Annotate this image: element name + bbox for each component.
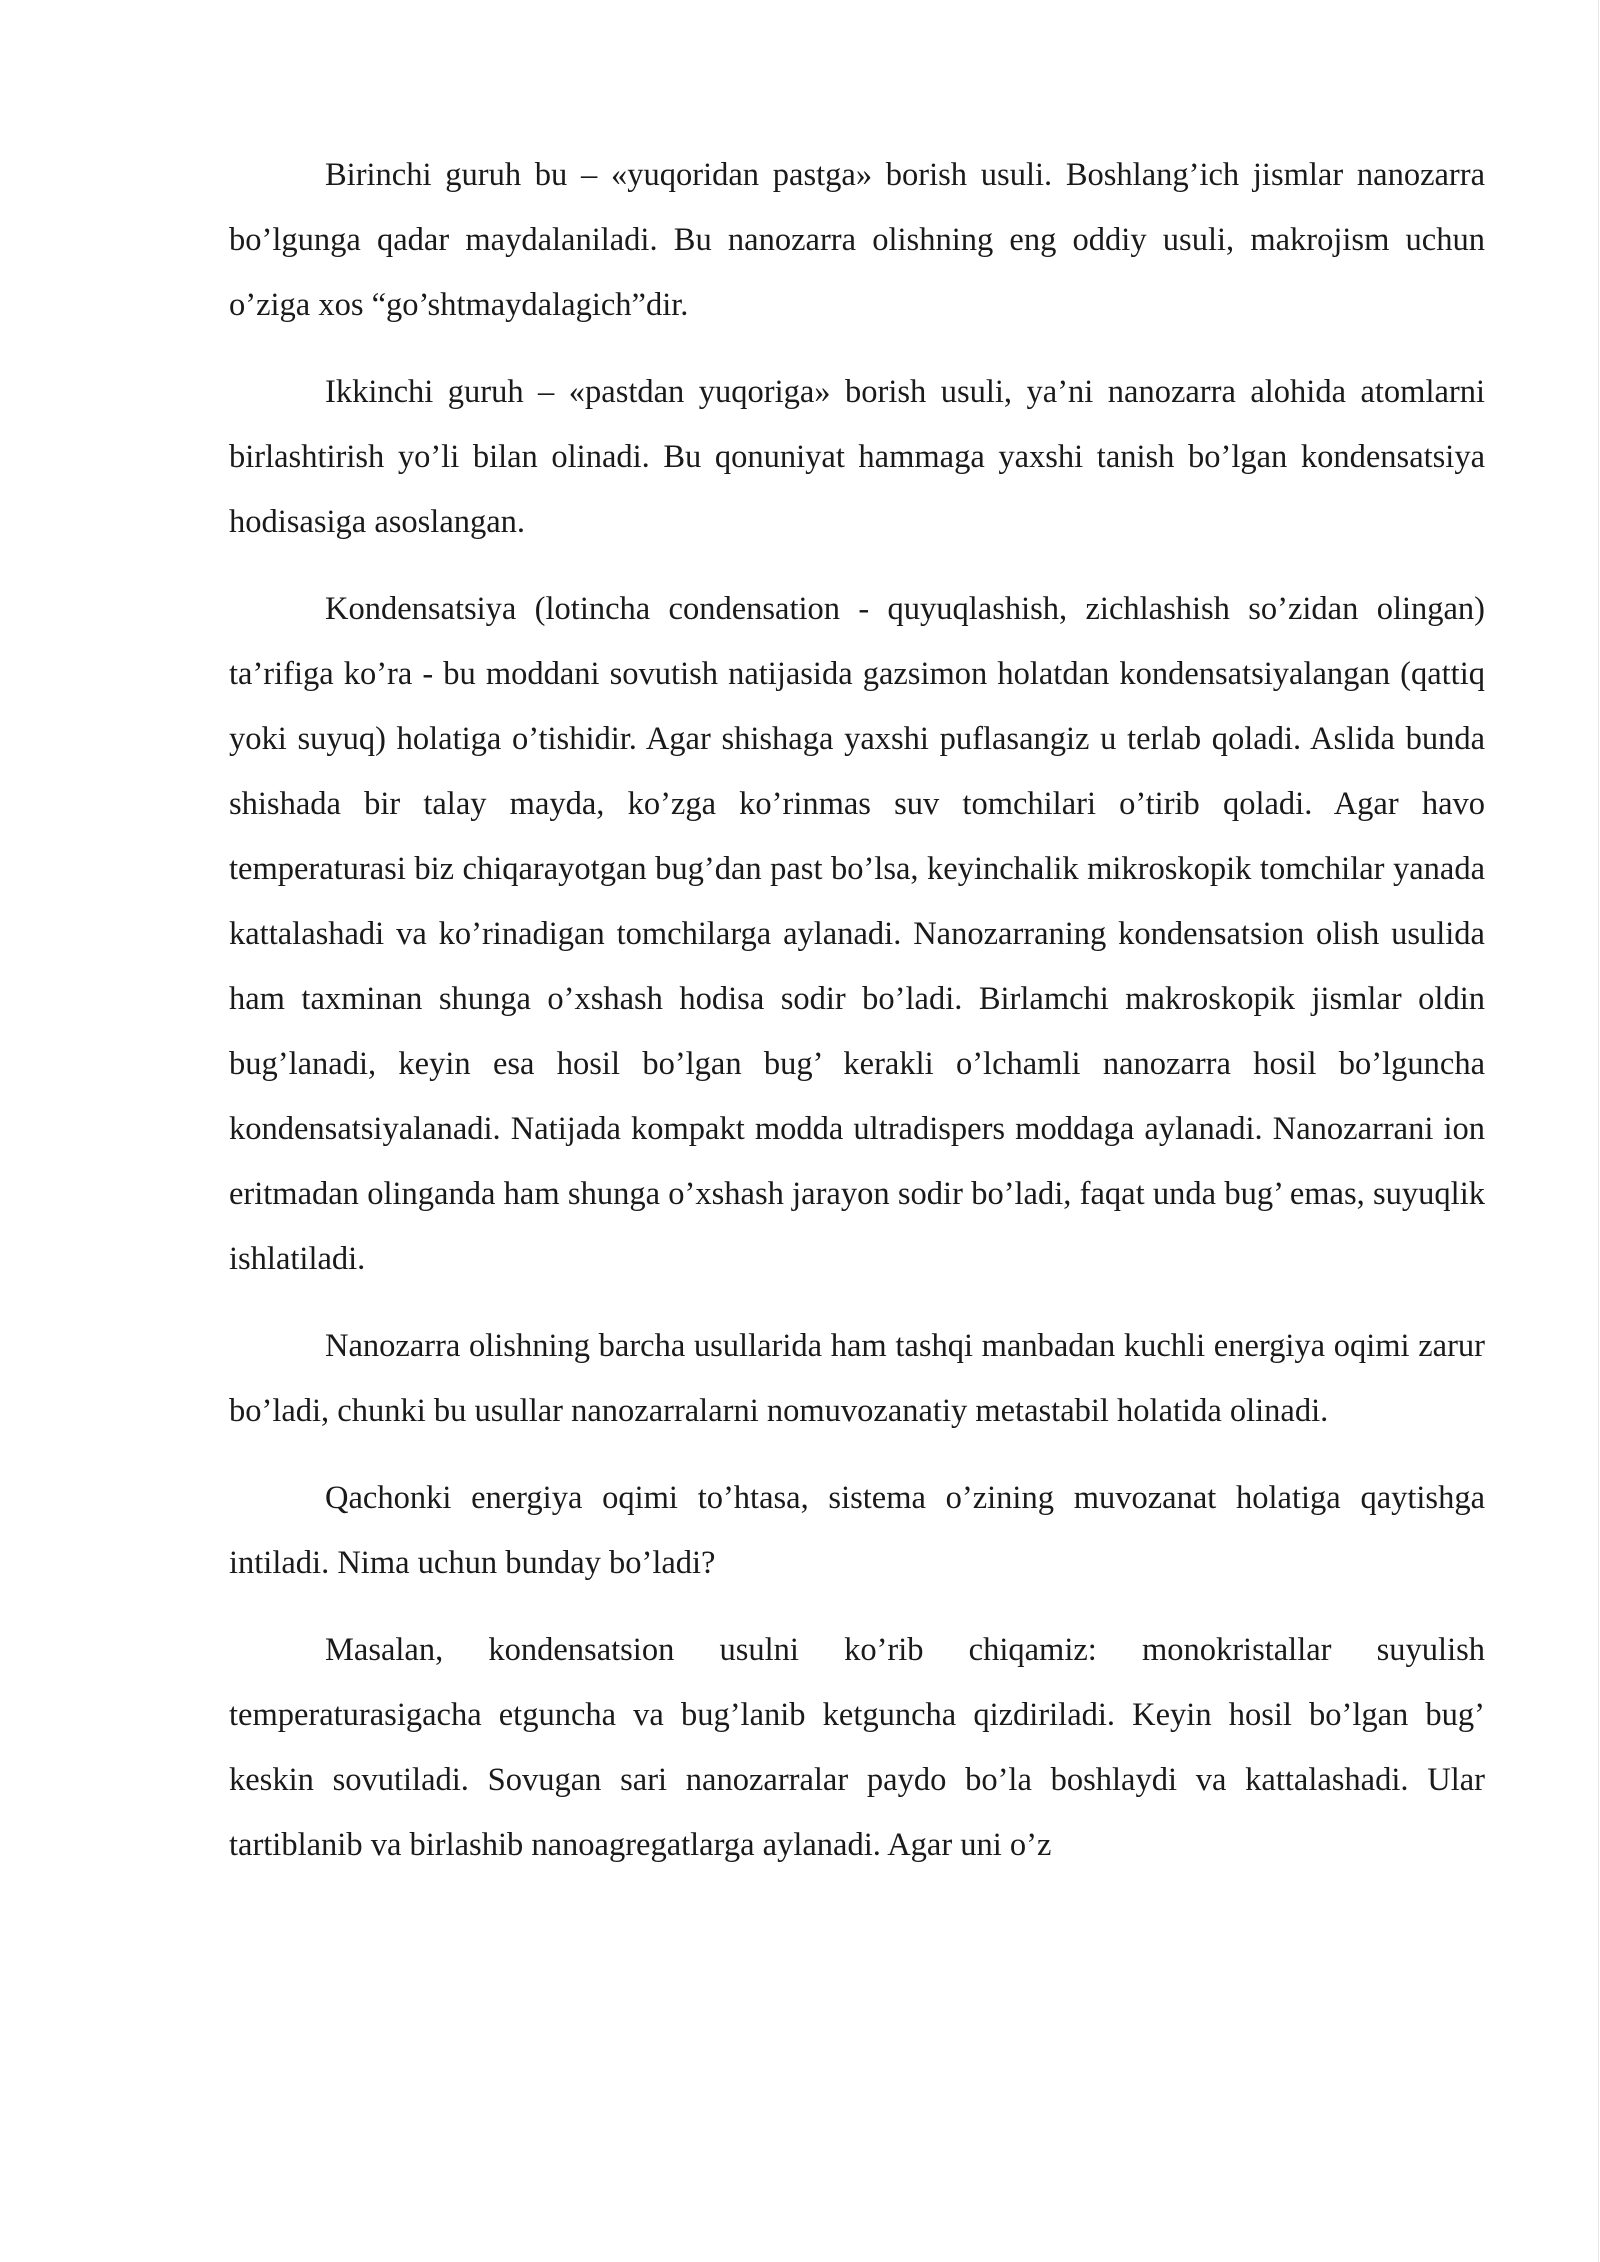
page-edge-line <box>1598 0 1599 2262</box>
paragraph-2: Ikkinchi guruh – «pastdan yuqoriga» borish usuli, ya’ni nanozarra alohida atomlarni birlashtirish yo’li bilan olinadi. Bu qonuniyat hammaga yaxshi tanish bo’lgan kondensatsiya hodisasiga asoslangan. <box>229 374 1485 540</box>
paragraph-6: Masalan, kondensatsion usulni ko’rib chiqamiz: monokristallar suyulish temperaturasigacha etguncha va bug’lanib ketguncha qizdiriladi. Keyin hosil bo’lgan bug’ keskin sovutiladi. Sovugan sari nanozarralar paydo bo’la boshlaydi va kattalashadi. Ular tartiblanib va birlashib nanoagregatlarga aylanadi. Agar uni o’z <box>229 1632 1485 1863</box>
paragraph-5: Qachonki energiya oqimi to’htasa, sistema o’zining muvozanat holatiga qaytishga intiladi. Nima uchun bunday bo’ladi? <box>229 1480 1485 1581</box>
paragraph-1: Birinchi guruh bu – «yuqoridan pastga» borish usuli. Boshlang’ich jismlar nanozarra bo’lgunga qadar maydalaniladi. Bu nanozarra olishning eng oddiy usuli, makrojism uchun o’ziga xos “go’shtmaydalagich”dir. <box>229 157 1485 323</box>
paragraph-3: Kondensatsiya (lotincha condensation - quyuqlashish, zichlashish so’zidan olingan) ta’rifiga ko’ra - bu moddani sovutish natijasida gazsimon holatdan kondensatsiyalangan (qattiq yoki suyuq) holatiga o’tishidir. Agar shishaga yaxshi puflasangiz u terlab qoladi. Aslida bunda shishada bir talay mayda, ko’zga ko’rinmas suv tomchilari o’tirib qoladi. Agar havo temperaturasi biz chiqarayotgan bug’dan past bo’lsa, keyinchalik mikroskopik tomchilar yanada kattalashadi va ko’rinadigan tomchilarga aylanadi. Nanozarraning kondensatsion olish usulida ham taxminan shunga o’xshash hodisa sodir bo’ladi. Birlamchi makroskopik jismlar oldin bug’lanadi, keyin esa hosil bo’lgan bug’ kerakli o’lchamli nanozarra hosil bo’lguncha kondensatsiyalanadi. Natijada kompakt modda ultradispers moddaga aylanadi. Nanozarrani ion eritmadan olinganda ham shunga o’xshash jarayon sodir bo’ladi, faqat unda bug’ emas, suyuqlik ishlatiladi. <box>229 591 1485 1277</box>
paragraph-4: Nanozarra olishning barcha usullarida ham tashqi manbadan kuchli energiya oqimi zarur bo’ladi, chunki bu usullar nanozarralarni nomuvozanatiy metastabil holatida olinadi. <box>229 1328 1485 1429</box>
document-body <box>229 143 1485 1900</box>
